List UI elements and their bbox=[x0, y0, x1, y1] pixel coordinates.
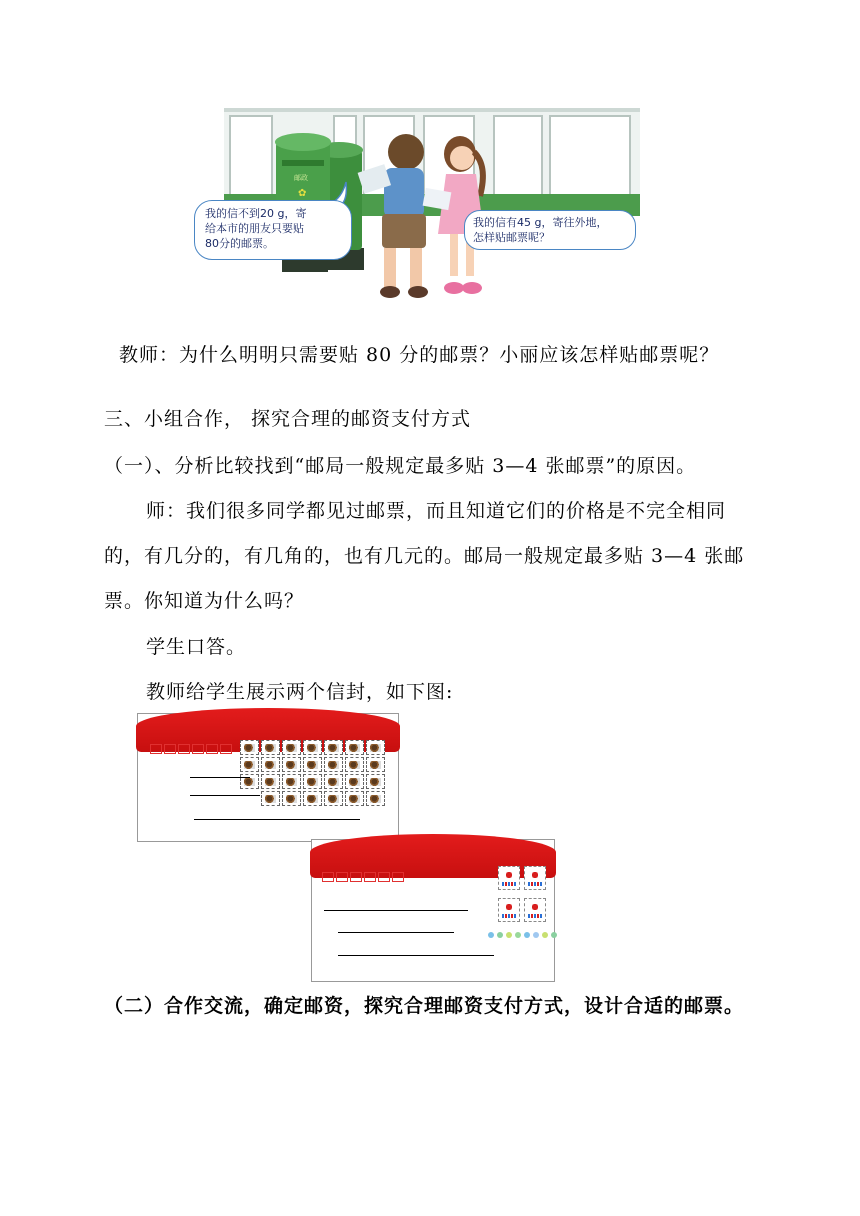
olympic-stamp bbox=[498, 898, 520, 922]
boy-speech-line: 给本市的朋友只要贴 bbox=[205, 222, 304, 235]
address-line bbox=[190, 777, 250, 778]
stamp-grid bbox=[240, 740, 385, 806]
show-envelopes-text: 教师给学生展示两个信封，如下图: bbox=[146, 681, 454, 703]
envelope-many-stamps bbox=[137, 713, 399, 842]
teacher-question: 教师：为什么明明只需要贴 80 分的邮票？小丽应该怎样贴邮票呢？ bbox=[119, 344, 720, 366]
girl-speech-line: 我的信有45 g，寄往外地， bbox=[473, 216, 608, 229]
girl-speech-line: 怎样贴邮票呢？ bbox=[473, 231, 550, 244]
boy-speech-line: 80分的邮票。 bbox=[205, 237, 274, 250]
girl-speech-bubble bbox=[464, 210, 636, 250]
teacher-text-line: 票。你知道为什么吗？ bbox=[104, 590, 305, 612]
teacher-text-line: 师：我们很多同学都见过邮票，而且知道它们的价格是不完全相同 bbox=[146, 500, 727, 522]
boy-speech-bubble bbox=[194, 200, 352, 260]
address-line bbox=[338, 932, 454, 933]
boy-speech-line: 我的信不到20 g，寄 bbox=[205, 207, 307, 220]
envelope-four-stamps bbox=[311, 839, 555, 982]
decorative-dots bbox=[488, 932, 557, 938]
section-three-heading: 三、小组合作， 探究合理的邮资支付方式 bbox=[104, 408, 472, 430]
svg-text:✿: ✿ bbox=[298, 188, 307, 199]
postal-code-boxes bbox=[322, 872, 404, 882]
olympic-stamp bbox=[524, 866, 546, 890]
subsection-two-heading: （二）合作交流，确定邮资，探究合理邮资支付方式，设计合适的邮票。 bbox=[104, 995, 745, 1017]
address-line bbox=[194, 819, 360, 820]
address-line bbox=[324, 910, 468, 911]
address-line bbox=[338, 955, 494, 956]
olympic-stamp bbox=[524, 898, 546, 922]
post-office-illustration bbox=[205, 108, 640, 304]
olympic-stamp bbox=[498, 866, 520, 890]
student-answer: 学生口答。 bbox=[146, 636, 247, 658]
teacher-text-line: 的，有几分的，有几角的，也有几元的。邮局一般规定最多贴 3—4 张邮 bbox=[104, 545, 745, 567]
address-line bbox=[190, 795, 260, 796]
svg-text:邮政: 邮政 bbox=[294, 174, 308, 182]
postal-code-boxes bbox=[150, 744, 232, 754]
subsection-one-heading: （一）、分析比较找到“邮局一般规定最多贴 3—4 张邮票”的原因。 bbox=[104, 455, 697, 477]
